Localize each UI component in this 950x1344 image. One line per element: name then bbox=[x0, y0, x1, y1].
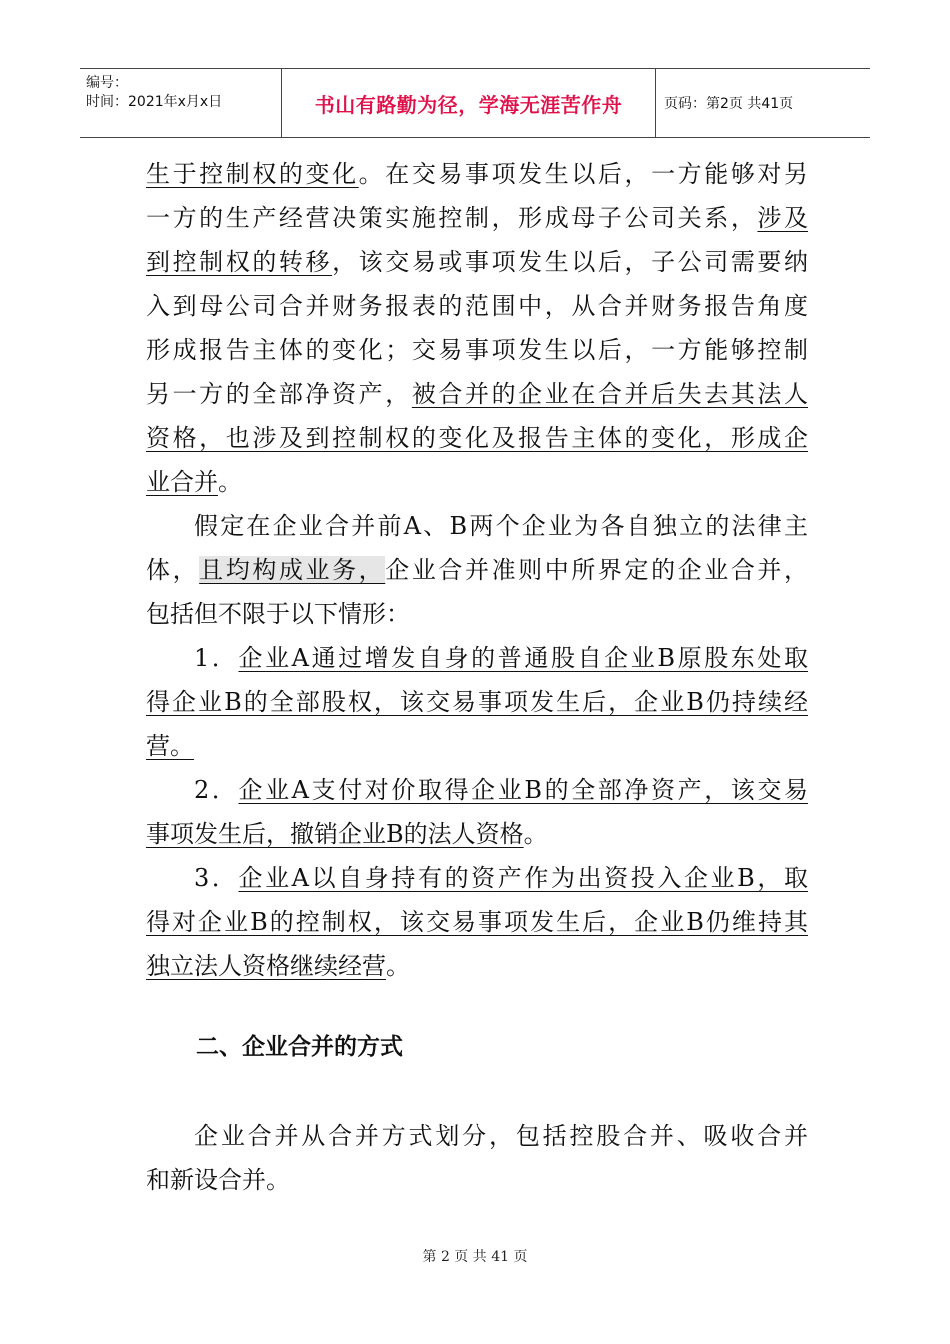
item-number: 3． bbox=[194, 864, 239, 892]
underlined-text: 企业A以自身持有的资产作为出资投入企业B，取 bbox=[238, 864, 808, 892]
underlined-text: 业合并 bbox=[146, 468, 218, 496]
underlined-text: 得对企业B的控制权，该交易事项发生后，企业B仍维持其 bbox=[146, 908, 808, 936]
text-line: 形成报告主体的变化；交易事项发生以后，一方能够控制 bbox=[146, 336, 808, 364]
motto: 书山有路勤为径，学海无涯苦作舟 bbox=[314, 92, 623, 117]
underlined-text: 事项发生后，撤销企业B的法人资格 bbox=[146, 820, 524, 848]
underlined-text: 到控制权的转移 bbox=[146, 248, 333, 276]
page-info: 页码：第2页 共41页 bbox=[664, 96, 794, 112]
text-line bbox=[146, 460, 808, 504]
page-header bbox=[80, 68, 870, 138]
text-line bbox=[146, 944, 808, 988]
underlined-text: 得企业B的全部股权，该交易事项发生后，企业B仍持续经 bbox=[146, 688, 808, 716]
text-line bbox=[146, 548, 808, 592]
text-line bbox=[146, 152, 808, 196]
text: 企业合并准则中所界定的企业合并， bbox=[385, 556, 809, 584]
text-line bbox=[146, 240, 808, 284]
text-line bbox=[146, 900, 808, 944]
text-line: 入到母公司合并财务报表的范围中，从合并财务报告角度 bbox=[146, 292, 808, 320]
text-line: 和新设合并。 bbox=[146, 1166, 290, 1194]
underlined-text: 涉及 bbox=[757, 204, 809, 232]
text-line bbox=[146, 196, 808, 240]
underlined-text: 生于控制权的变化 bbox=[146, 160, 359, 188]
text: 体， bbox=[146, 556, 200, 584]
text: 另一方的全部净资产， bbox=[146, 380, 412, 408]
header-motto-cell bbox=[282, 69, 656, 137]
underlined-text: 资格，也涉及到控制权的变化及报告主体的变化，形成企 bbox=[146, 424, 808, 452]
text-line bbox=[146, 724, 808, 768]
underlined-text: 营。 bbox=[146, 732, 194, 760]
text-line: 企业合并从合并方式划分，包括控股合并、吸收合并 bbox=[194, 1122, 808, 1150]
text: 。在交易事项发生以后，一方能够对另 bbox=[358, 160, 809, 188]
item-number: 2． bbox=[194, 776, 239, 804]
list-item-3-line bbox=[146, 856, 808, 900]
text-line bbox=[146, 372, 808, 416]
list-item-1-line bbox=[146, 636, 808, 680]
section-heading: 二、企业合并的方式 bbox=[196, 1034, 403, 1060]
text: ，该交易或事项发生以后，子公司需要纳 bbox=[332, 248, 809, 276]
highlighted-text: 且均构成业务， bbox=[199, 556, 386, 584]
underlined-text: 企业A通过增发自身的普通股自企业B原股东处取 bbox=[238, 644, 808, 672]
text-line: 假定在企业合并前A、B两个企业为各自独立的法律主 bbox=[194, 512, 808, 540]
document-body bbox=[146, 152, 808, 988]
page-footer: 第 2 页 共 41 页 bbox=[422, 1249, 528, 1265]
text-line bbox=[146, 416, 808, 460]
text: 。 bbox=[386, 952, 410, 980]
underlined-text: 被合并的企业在合并后失去其法人 bbox=[411, 380, 809, 408]
underlined-text: 独立法人资格继续经营 bbox=[146, 952, 386, 980]
number-label: 编号： bbox=[86, 75, 128, 91]
text-line bbox=[146, 680, 808, 724]
header-meta-cell bbox=[80, 69, 282, 137]
methods-paragraph bbox=[146, 1114, 808, 1202]
text: 一方的生产经营决策实施控制，形成母子公司关系， bbox=[146, 204, 758, 232]
time-label: 时间：2021年x月x日 bbox=[86, 94, 223, 110]
list-item-2-line bbox=[146, 768, 808, 812]
text-line: 包括但不限于以下情形： bbox=[146, 600, 410, 628]
text-line bbox=[146, 812, 808, 856]
text: 。 bbox=[523, 820, 548, 848]
header-page-cell bbox=[656, 69, 870, 137]
item-number: 1． bbox=[194, 644, 239, 672]
text: 。 bbox=[218, 468, 242, 496]
underlined-text: 企业A支付对价取得企业B的全部净资产，该交易 bbox=[238, 776, 808, 804]
